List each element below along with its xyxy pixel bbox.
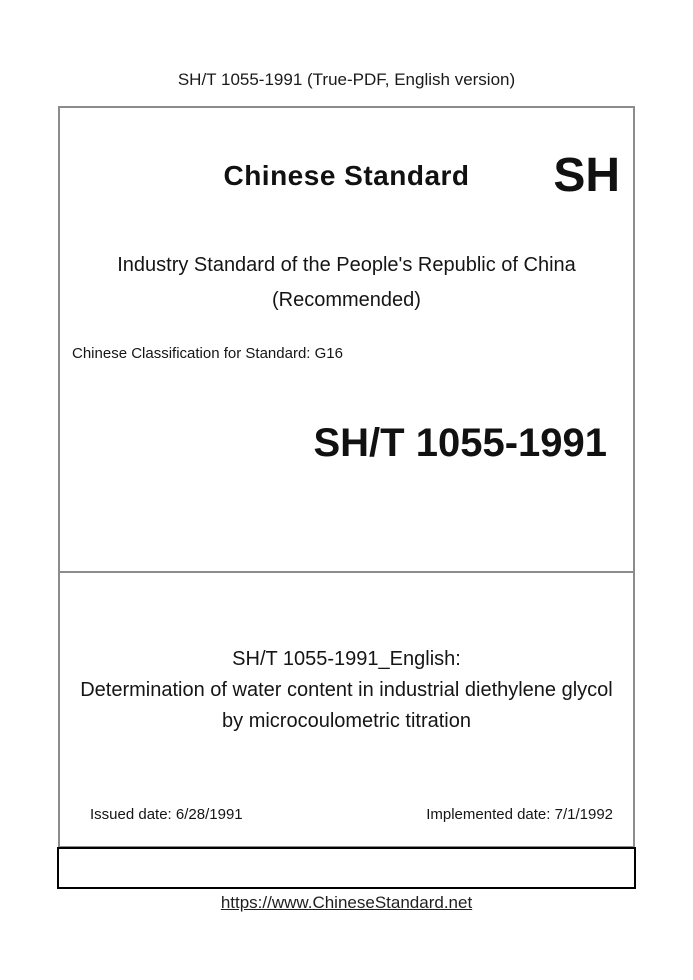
issued-date: Issued date: 6/28/1991 <box>90 806 243 823</box>
classification-note: Chinese Classification for Standard: G16 <box>72 345 343 362</box>
sh-logo: SH <box>553 149 620 202</box>
section-divider <box>59 571 634 573</box>
cover-main-box <box>58 106 635 848</box>
brand-row <box>60 144 633 208</box>
empty-footer-box <box>57 847 636 889</box>
standard-number: SH/T 1055-1991 <box>313 421 607 465</box>
organization-line: Industry Standard of the People's Republic of China <box>117 254 576 276</box>
recommended-line: (Recommended) <box>272 289 421 311</box>
english-title-line1: SH/T 1055-1991_English: <box>232 648 461 670</box>
english-title-block <box>66 644 627 737</box>
organization-block <box>60 248 633 318</box>
brand-title: Chinese Standard <box>223 160 470 191</box>
document-header-title: SH/T 1055-1991 (True-PDF, English version) <box>177 70 516 89</box>
website-link[interactable]: https://www.ChineseStandard.net <box>220 893 473 912</box>
dates-row <box>60 806 633 823</box>
implemented-date: Implemented date: 7/1/1992 <box>426 806 613 823</box>
english-title-line2: Determination of water content in industrial diethylene glycol <box>80 679 613 701</box>
page-footer <box>0 893 693 913</box>
english-title-line3: by microcoulometric titration <box>222 710 471 732</box>
